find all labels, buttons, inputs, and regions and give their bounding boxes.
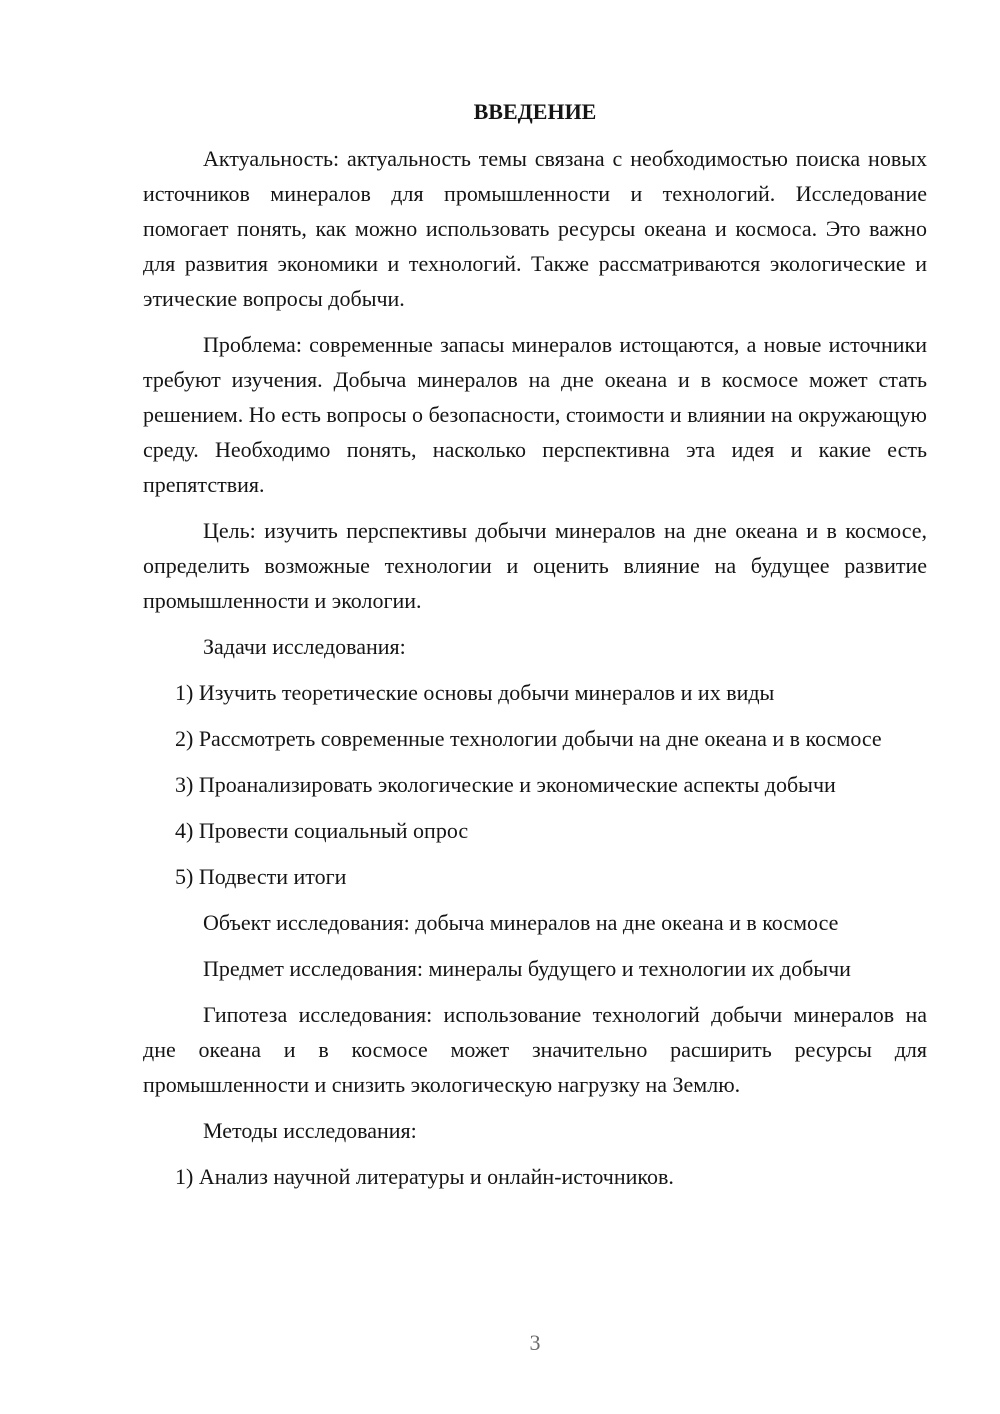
hypothesis-paragraph: Гипотеза исследования: использование технологий добычи минералов на дне океана и в космосе может значительно расширить ресурсы для промышленности и снизить экологическую нагрузку на Землю.: [143, 1002, 927, 1097]
goal-paragraph: Цель: изучить перспективы добычи минералов на дне океана и в космосе, определить возможные технологии и оценить влияние на будущее развитие промышленности и экологии.: [143, 518, 927, 613]
methods-heading: Методы исследования:: [203, 1118, 417, 1143]
problem-paragraph: Проблема: современные запасы минералов истощаются, а новые источники требуют изучения. Добыча минералов на дне океана и в космосе может стать решением. Но есть вопросы о безопасности, стоимости и влиянии на окружающую среду. Необходимо понять, насколько перспективна эта идея и какие есть препятствия.: [143, 332, 927, 497]
object-paragraph: Объект исследования: добыча минералов на дне океана и в космосе: [203, 910, 839, 935]
task-item-2: 2) Рассмотреть современные технологии добычи на дне океана и в космосе: [175, 726, 882, 751]
subject-paragraph: Предмет исследования: минералы будущего и технологии их добычи: [203, 956, 851, 981]
method-item-1: 1) Анализ научной литературы и онлайн-источников.: [175, 1164, 674, 1189]
section-title: ВВЕДЕНИЕ: [473, 99, 597, 124]
tasks-heading: Задачи исследования:: [203, 634, 406, 659]
page-content: [143, 94, 927, 1205]
task-item-3: 3) Проанализировать экологические и экономические аспекты добычи: [175, 772, 836, 797]
task-item-1: 1) Изучить теоретические основы добычи минералов и их виды: [175, 680, 775, 705]
task-item-4: 4) Провести социальный опрос: [175, 818, 469, 843]
page-number: 3: [529, 1330, 541, 1355]
task-item-5: 5) Подвести итоги: [175, 864, 347, 889]
relevance-paragraph: Актуальность: актуальность темы связана с необходимостью поиска новых источников минералов для промышленности и технологий. Исследование помогает понять, как можно использовать ресурсы океана и космоса. Это важно для развития экономики и технологий. Также рассматриваются экологические и этические вопросы добычи.: [143, 146, 927, 311]
